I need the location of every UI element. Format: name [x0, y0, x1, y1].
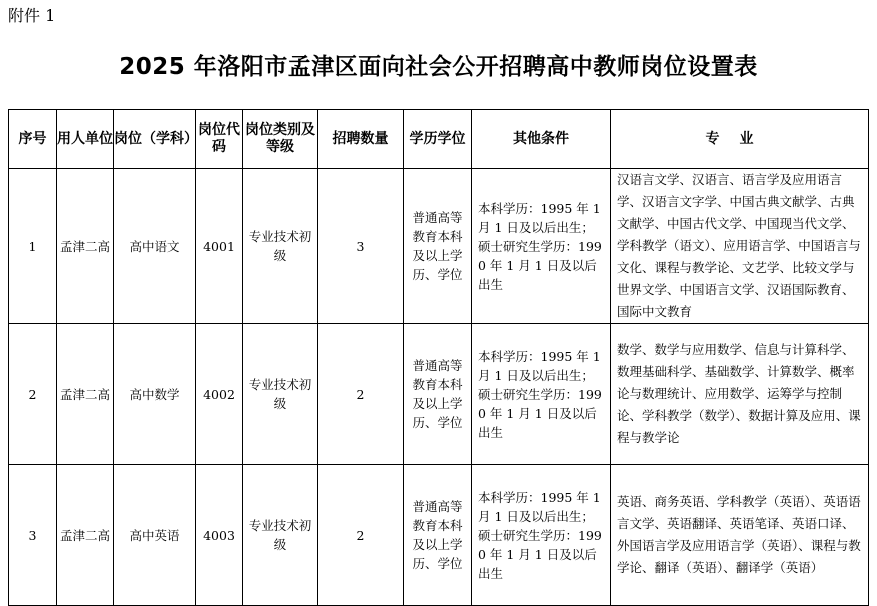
header-seq: 序号	[9, 110, 57, 169]
cell-other: 本科学历：1995 年 1 月 1 日及以后出生；硕士研究生学历：1990 年 1 月 1 日及以后出生	[472, 324, 611, 465]
header-count: 招聘数量	[318, 110, 404, 169]
cell-education: 普通高等教育本科及以上学历、学位	[404, 169, 472, 324]
table-row	[9, 324, 869, 465]
document-title: 2025 年洛阳市孟津区面向社会公开招聘高中教师岗位设置表	[119, 54, 758, 80]
cell-major: 数学、数学与应用数学、信息与计算科学、数理基础科学、基础数学、计算数学、概率论与数理统计、应用数学、运筹学与控制论、学科教学（数学）、数据计算及应用、课程与教学论	[611, 324, 869, 465]
cell-count: 2	[318, 324, 404, 465]
cell-position: 高中语文	[114, 169, 196, 324]
cell-unit: 孟津二高	[57, 169, 114, 324]
cell-count: 3	[318, 169, 404, 324]
cell-unit: 孟津二高	[57, 324, 114, 465]
cell-seq: 3	[9, 465, 57, 606]
header-category: 岗位类别及等级	[243, 110, 318, 169]
cell-category: 专业技术初级	[243, 169, 318, 324]
header-unit: 用人单位	[57, 110, 114, 169]
table-row	[9, 169, 869, 324]
header-position: 岗位（学科）	[114, 110, 196, 169]
cell-position: 高中英语	[114, 465, 196, 606]
cell-position: 高中数学	[114, 324, 196, 465]
cell-other: 本科学历：1995 年 1 月 1 日及以后出生；硕士研究生学历：1990 年 1 月 1 日及以后出生	[472, 169, 611, 324]
cell-seq: 2	[9, 324, 57, 465]
header-major: 专业	[611, 110, 869, 169]
cell-code: 4002	[196, 324, 243, 465]
cell-other: 本科学历：1995 年 1 月 1 日及以后出生；硕士研究生学历：1990 年 1 月 1 日及以后出生	[472, 465, 611, 606]
attachment-label: 附件 1	[8, 6, 56, 25]
header-code: 岗位代码	[196, 110, 243, 169]
cell-major: 英语、商务英语、学科教学（英语）、英语语言文学、英语翻译、英语笔译、英语口译、外国语言学及应用语言学（英语）、课程与教学论、翻译（英语）、翻译学（英语）	[611, 465, 869, 606]
cell-count: 2	[318, 465, 404, 606]
cell-code: 4001	[196, 169, 243, 324]
cell-education: 普通高等教育本科及以上学历、学位	[404, 324, 472, 465]
cell-category: 专业技术初级	[243, 465, 318, 606]
header-row	[9, 110, 869, 169]
cell-education: 普通高等教育本科及以上学历、学位	[404, 465, 472, 606]
header-other: 其他条件	[472, 110, 611, 169]
cell-major: 汉语言文学、汉语言、语言学及应用语言学、汉语言文字学、中国古典文献学、古典文献学、中国古代文学、中国现当代文学、学科教学（语文）、应用语言学、中国语言与文化、课程与教学论、文艺学、比较文学与世界文学、中国语言文学、汉语国际教育、国际中文教育	[611, 169, 869, 324]
table-row	[9, 465, 869, 606]
header-education: 学历学位	[404, 110, 472, 169]
cell-unit: 孟津二高	[57, 465, 114, 606]
cell-seq: 1	[9, 169, 57, 324]
cell-category: 专业技术初级	[243, 324, 318, 465]
cell-code: 4003	[196, 465, 243, 606]
position-table	[8, 109, 869, 606]
